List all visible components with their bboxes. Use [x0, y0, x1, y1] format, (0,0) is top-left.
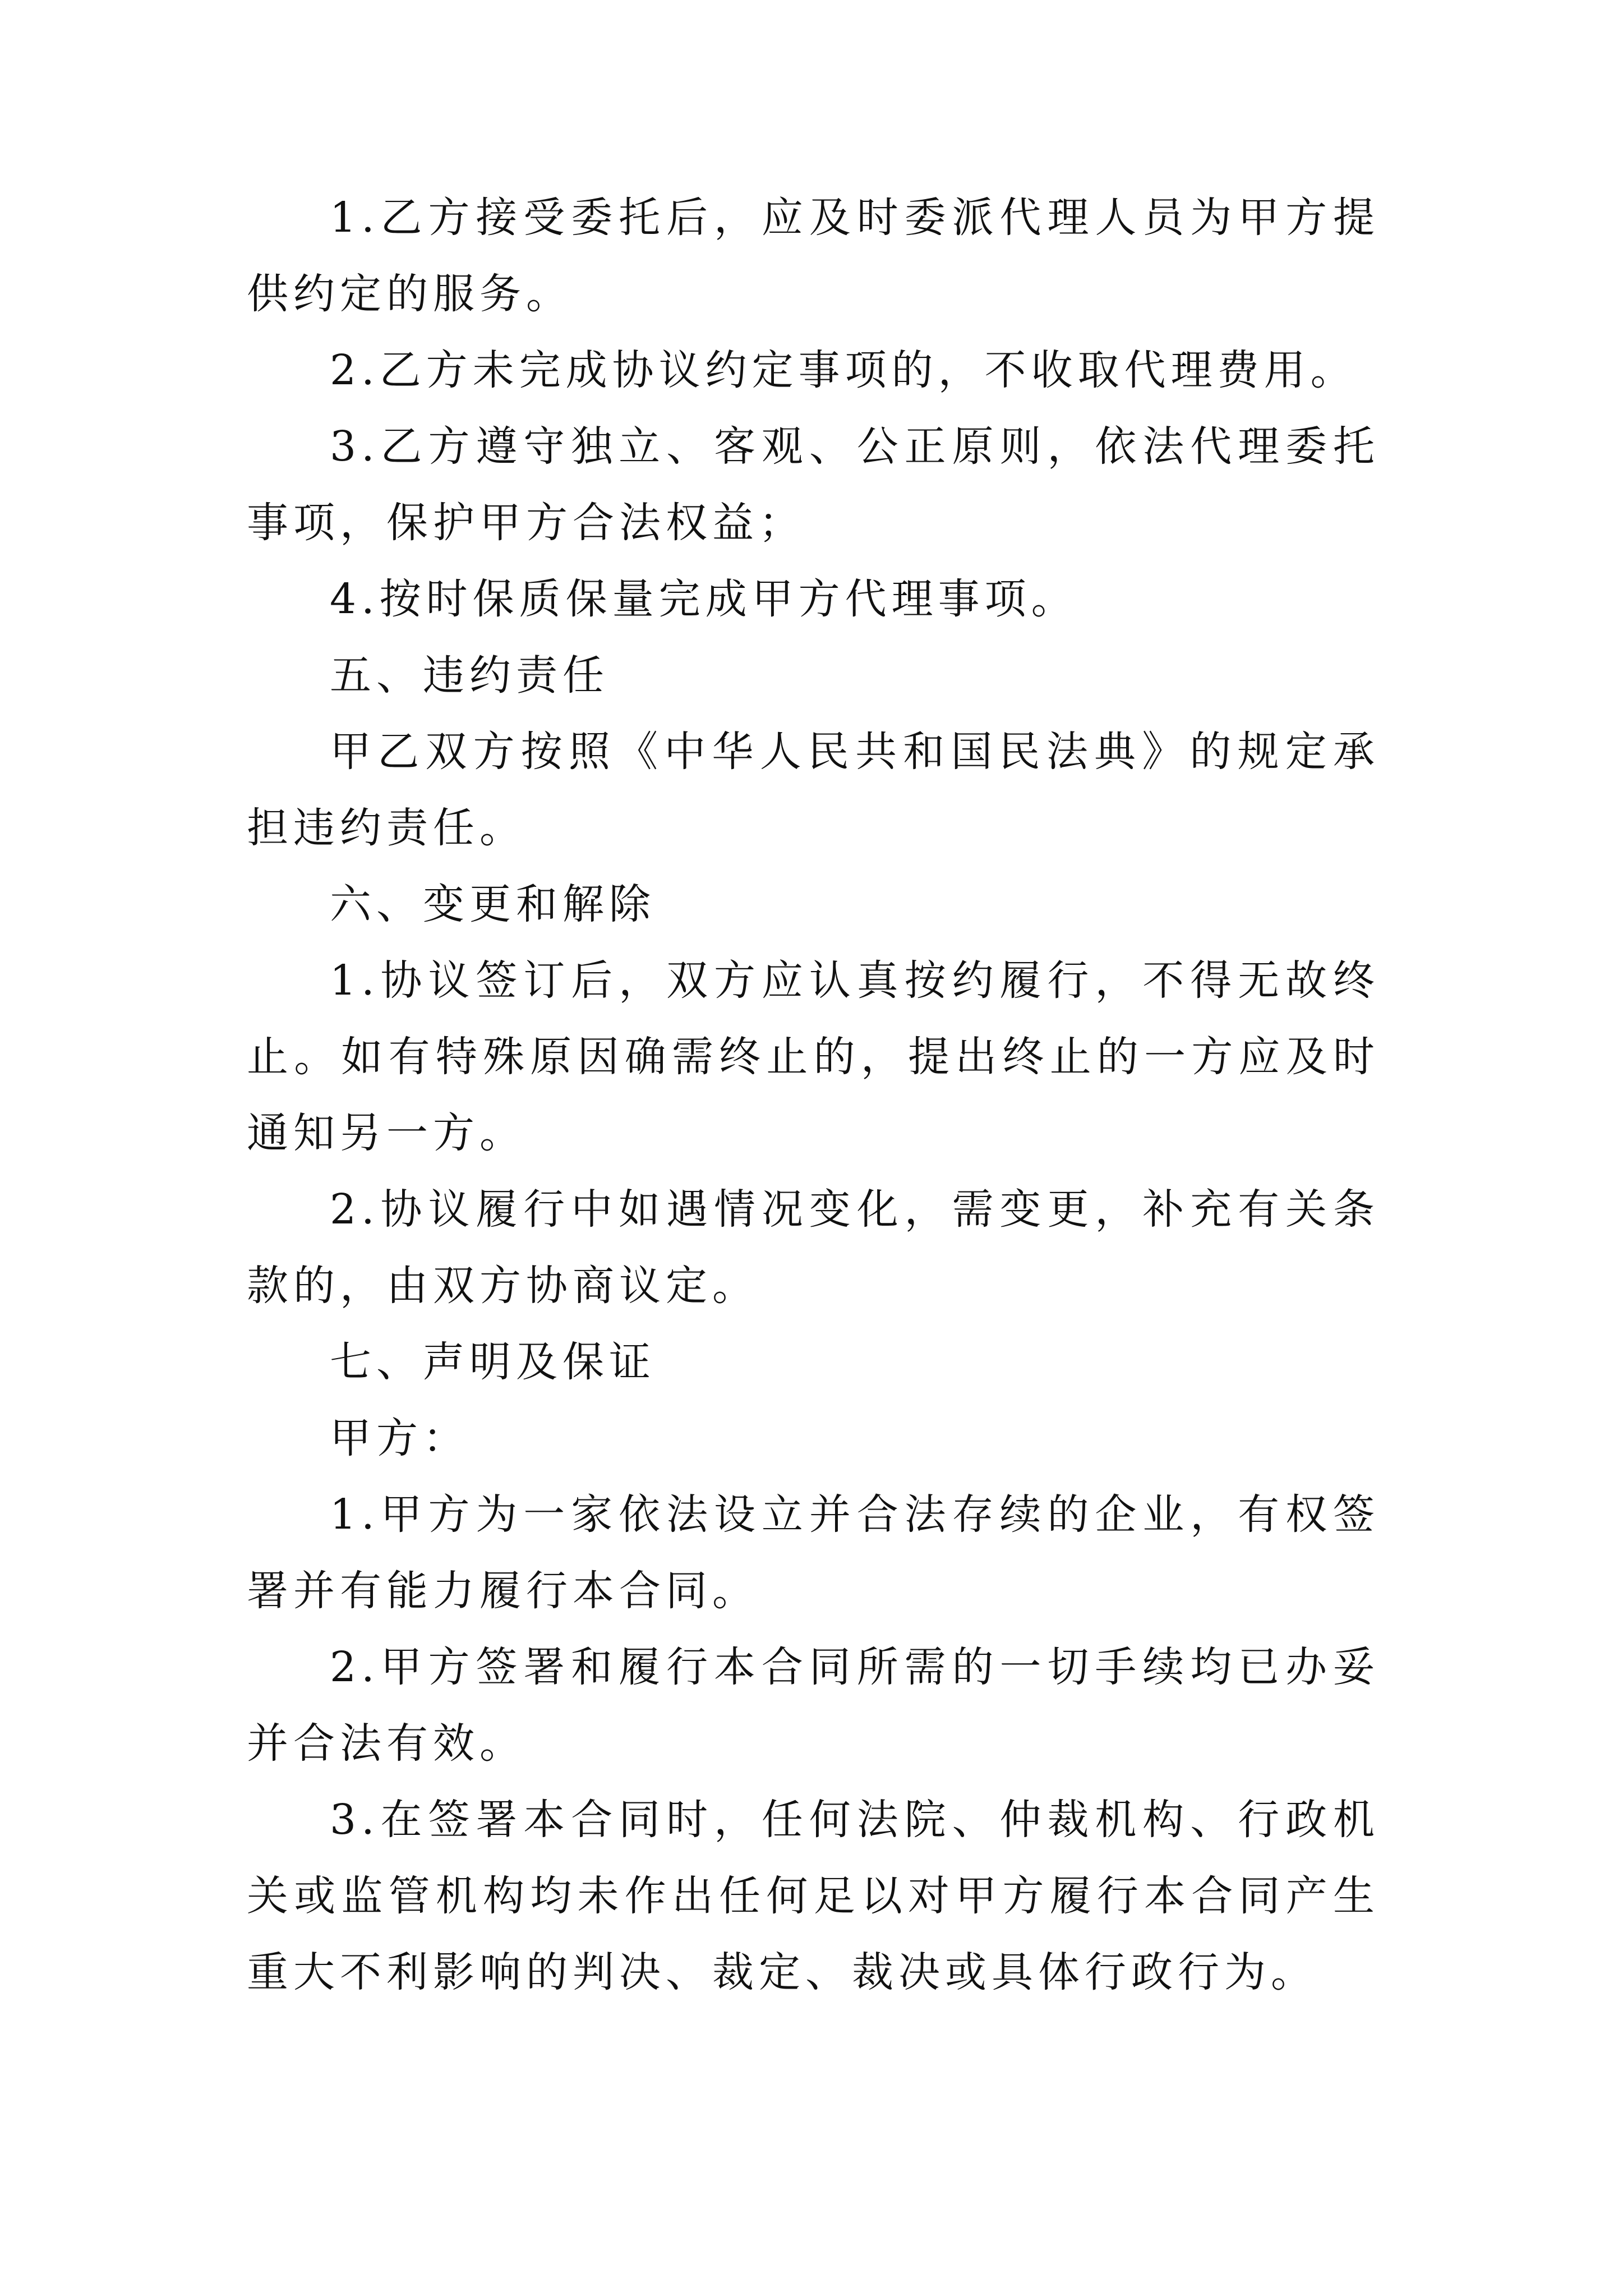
paragraph-4: 4.按时保质保量完成甲方代理事项。	[330, 575, 1078, 623]
paragraph-1: 1.乙方接受委托后，应及时委派代理人员为甲方提供约定的服务。	[247, 194, 1380, 318]
paragraph-representation-2: 2.甲方签署和履行本合同所需的一切手续均已办妥并合法有效。	[247, 1643, 1380, 1768]
paragraph-termination-2: 2.协议履行中如遇情况变化，需变更，补充有关条款的，由双方协商议定。	[247, 1185, 1380, 1310]
paragraph-2: 2.乙方未完成协议约定事项的，不收取代理费用。	[330, 346, 1357, 394]
paragraph-representation-3: 3.在签署本合同时，任何法院、仲裁机构、行政机关或监管机构均未作出任何足以对甲方履行本合同产生重大不利影响的判决、裁定、裁决或具体行政行为。	[247, 1796, 1380, 1996]
paragraph-representation-1: 1.甲方为一家依法设立并合法存续的企业，有权签署并有能力履行本合同。	[247, 1490, 1380, 1615]
section-heading-modification-termination: 六、变更和解除	[330, 880, 656, 928]
paragraph-termination-1: 1.协议签订后，双方应认真按约履行，不得无故终止。如有特殊原因确需终止的，提出终止的一方应及时通知另一方。	[247, 956, 1380, 1157]
paragraph-breach-liability: 甲乙双方按照《中华人民共和国民法典》的规定承担违约责任。	[247, 728, 1380, 852]
section-heading-representations: 七、声明及保证	[330, 1338, 656, 1386]
party-a-label: 甲方：	[330, 1414, 469, 1462]
paragraph-3: 3.乙方遵守独立、客观、公正原则，依法代理委托事项，保护甲方合法权益；	[247, 422, 1380, 547]
document-body	[247, 180, 1380, 2010]
section-heading-breach-liability: 五、违约责任	[330, 651, 609, 700]
